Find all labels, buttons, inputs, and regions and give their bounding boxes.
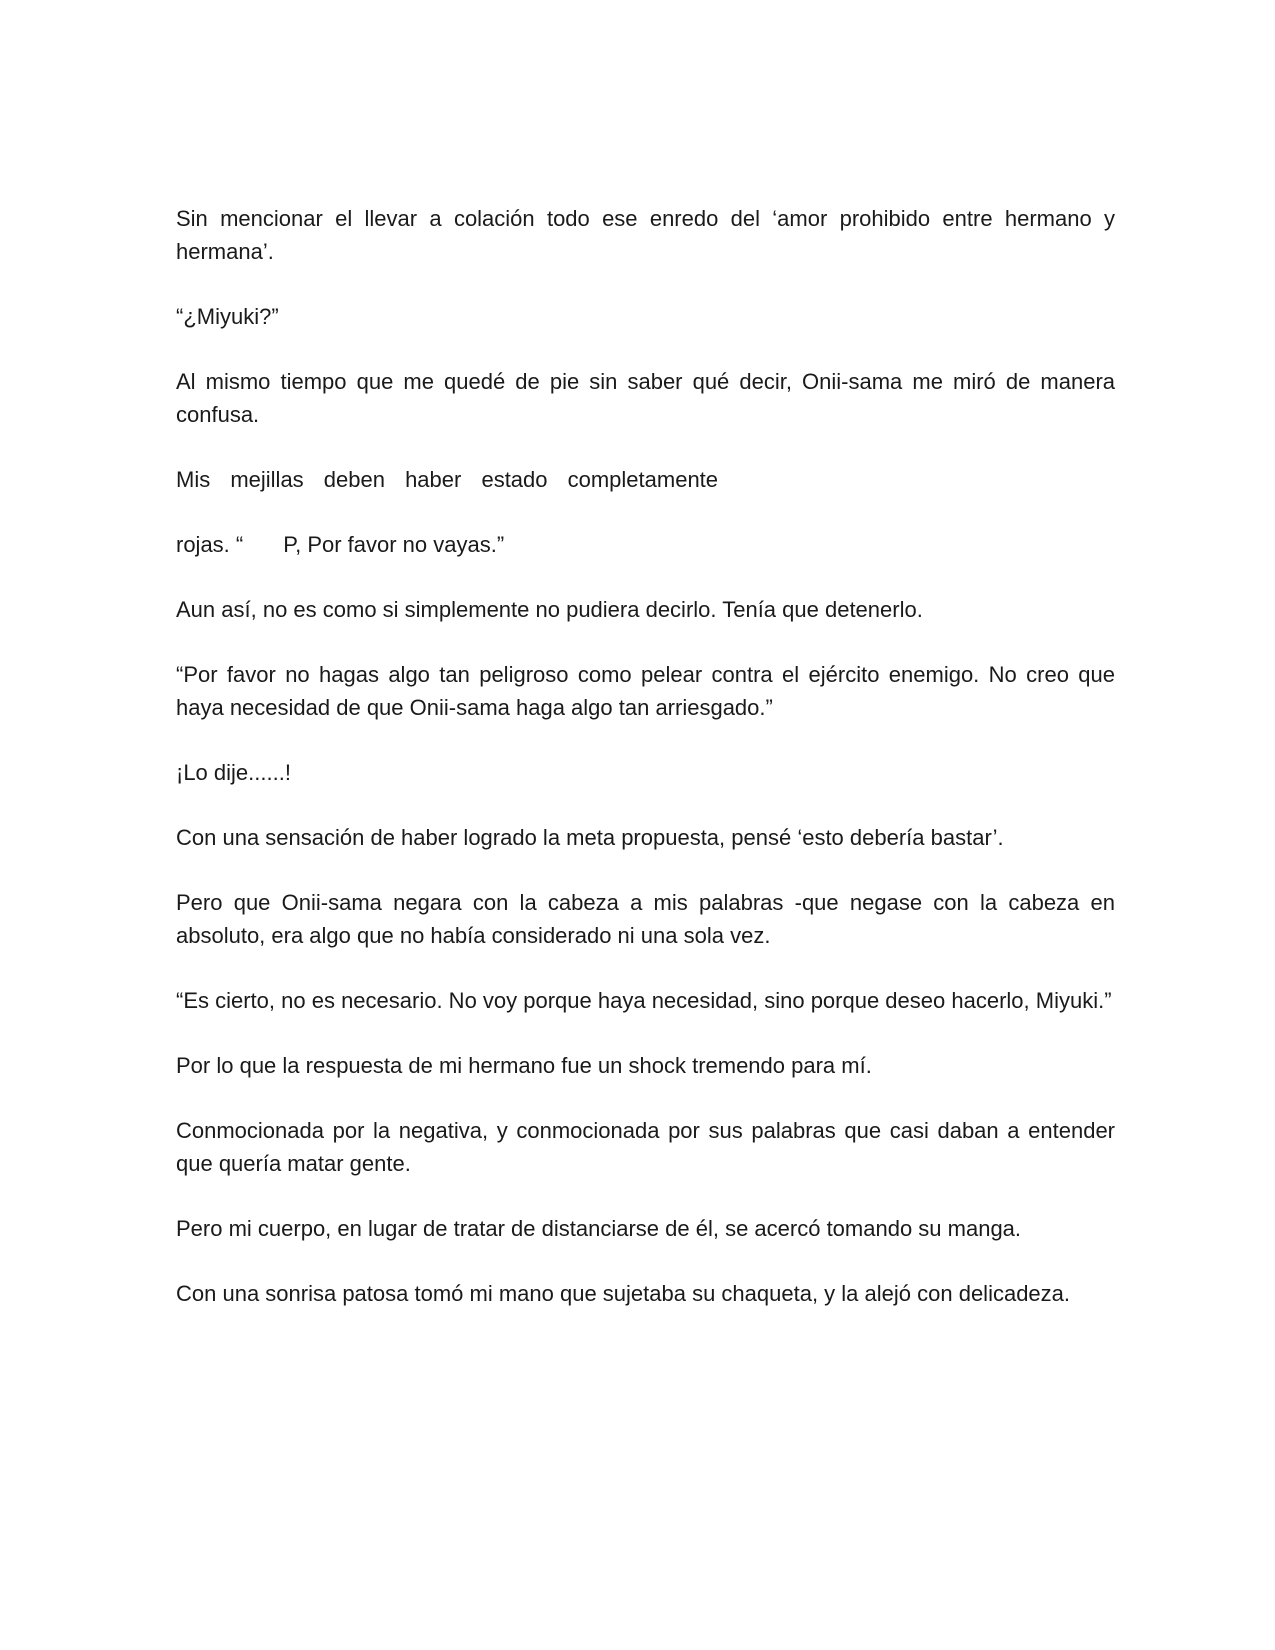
paragraph: Pero mi cuerpo, en lugar de tratar de distanciarse de él, se acercó tomando su manga. xyxy=(176,1216,1022,1241)
body-text xyxy=(176,202,1115,1342)
paragraph-fragment: P, Por favor no vayas.” xyxy=(283,532,505,557)
paragraph: “Es cierto, no es necesario. No voy porque haya necesidad, sino porque deseo hacerlo, Miyuki.” xyxy=(176,988,1112,1013)
paragraph: Por lo que la respuesta de mi hermano fue un shock tremendo para mí. xyxy=(176,1053,872,1078)
paragraph: “Por favor no hagas algo tan peligroso como pelear contra el ejército enemigo. No creo que haya necesidad de que Onii-sama haga algo tan arriesgado.” xyxy=(176,662,1115,720)
paragraph: Aun así, no es como si simplemente no pudiera decirlo. Tenía que detenerlo. xyxy=(176,597,923,622)
paragraph: ¡Lo dije......! xyxy=(176,760,291,785)
paragraph: Mis mejillas deben haber estado completamente xyxy=(176,467,719,492)
paragraph: Con una sensación de haber logrado la meta propuesta, pensé ‘esto debería bastar’. xyxy=(176,825,1004,850)
paragraph: Conmocionada por la negativa, y conmocionada por sus palabras que casi daban a entender que quería matar gente. xyxy=(176,1118,1115,1176)
paragraph: Con una sonrisa patosa tomó mi mano que sujetaba su chaqueta, y la alejó con delicadeza. xyxy=(176,1281,1071,1306)
paragraph: Sin mencionar el llevar a colación todo ese enredo del ‘amor prohibido entre hermano y hermana’. xyxy=(176,206,1115,264)
paragraph: Al mismo tiempo que me quedé de pie sin saber qué decir, Onii-sama me miró de manera confusa. xyxy=(176,369,1115,427)
paragraph xyxy=(176,528,1115,561)
paragraph-fragment: rojas. “ xyxy=(176,532,244,557)
paragraph: Pero que Onii-sama negara con la cabeza a mis palabras -que negase con la cabeza en absoluto, era algo que no había considerado ni una sola vez. xyxy=(176,890,1115,948)
paragraph: “¿Miyuki?” xyxy=(176,304,279,329)
